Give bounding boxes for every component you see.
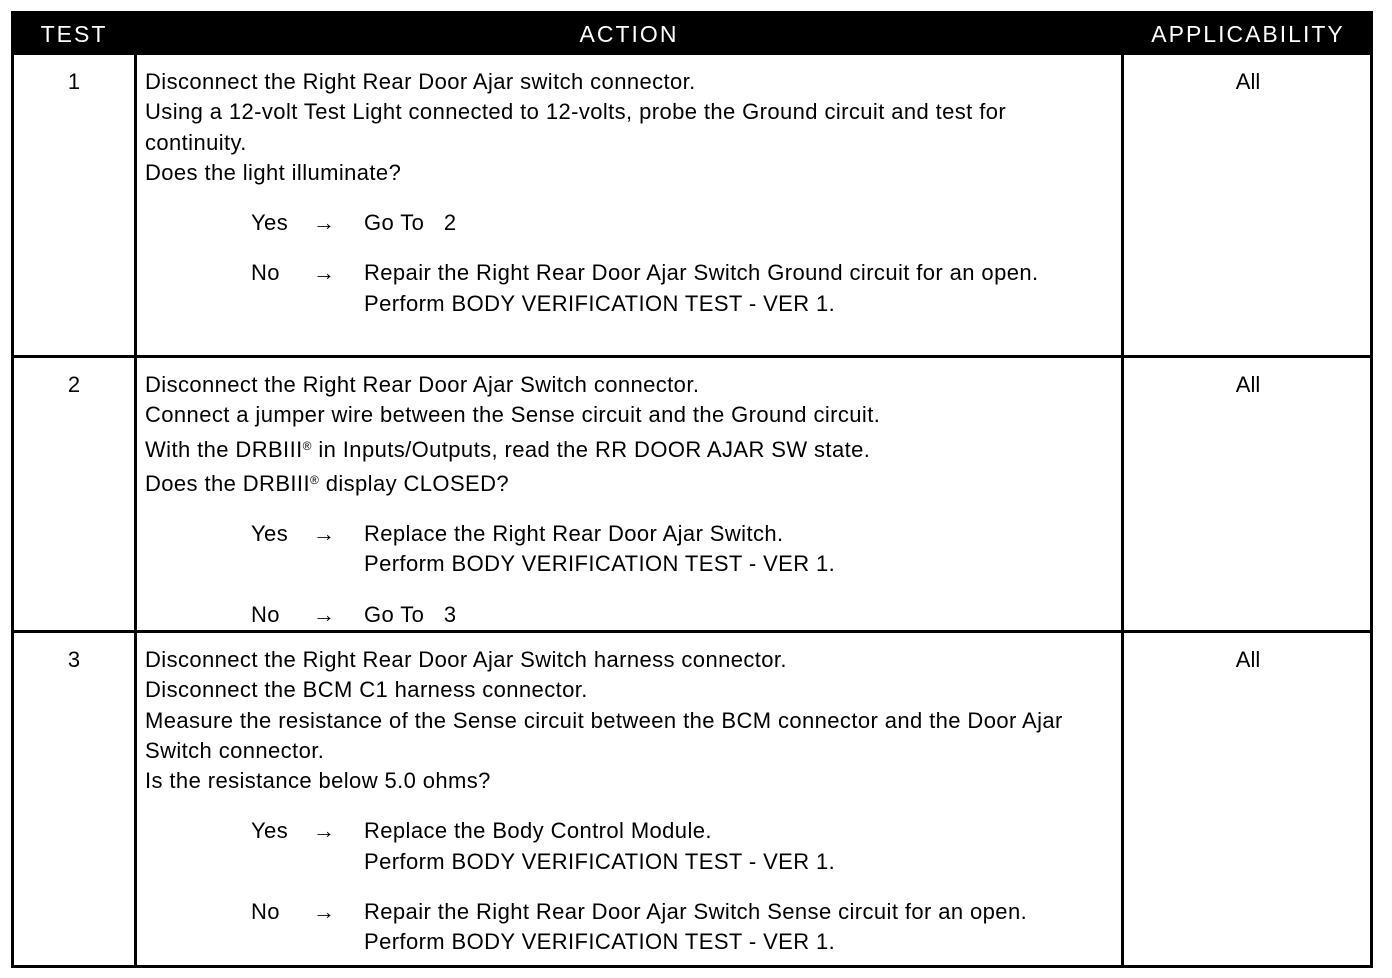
action-line: Connect a jumper wire between the Sense circuit and the Ground circuit.: [145, 402, 881, 428]
yes-label: Yes: [251, 210, 289, 236]
right-arrow-icon: →: [313, 899, 336, 925]
right-arrow-icon: →: [313, 260, 336, 286]
action-line: Disconnect the BCM C1 harness connector.: [145, 677, 588, 703]
header-test: TEST: [40, 21, 108, 47]
no-label: No: [251, 260, 280, 286]
yes-label: Yes: [251, 521, 289, 547]
test-number: 2: [67, 372, 81, 397]
action-cell: [145, 67, 1113, 319]
no-branch: [145, 897, 1113, 958]
action-line: Does the DRBIII® display CLOSED?: [145, 470, 510, 496]
action-line: Disconnect the Right Rear Door Ajar Switch connector.: [145, 372, 700, 397]
yes-text: Replace the Right Rear Door Ajar Switch.: [364, 521, 784, 547]
right-arrow-icon: →: [313, 521, 336, 547]
registered-mark: ®: [309, 472, 320, 487]
action-line: Is the resistance below 5.0 ohms?: [145, 768, 491, 794]
yes-text: Replace the Body Control Module.: [364, 818, 712, 844]
action-cell: [145, 370, 1113, 630]
yes-branch: [145, 519, 1113, 580]
right-arrow-icon: →: [313, 601, 336, 627]
yes-text: Perform BODY VERIFICATION TEST - VER 1.: [364, 551, 836, 577]
applicability-cell: All: [1235, 647, 1261, 672]
right-arrow-icon: →: [313, 210, 336, 236]
table-header: [14, 14, 1370, 55]
no-branch: [145, 600, 1113, 630]
header-action: ACTION: [579, 21, 679, 47]
no-text: Perform BODY VERIFICATION TEST - VER 1.: [364, 290, 836, 316]
applicability-cell: All: [1235, 69, 1261, 94]
yes-text: Perform BODY VERIFICATION TEST - VER 1.: [364, 848, 836, 874]
yes-label: Yes: [251, 818, 289, 844]
action-line: Does the light illuminate?: [145, 159, 402, 185]
header-applicability: APPLICABILITY: [1151, 21, 1345, 47]
no-text: Repair the Right Rear Door Ajar Switch Sense circuit for an open.: [364, 899, 1028, 925]
right-arrow-icon: →: [313, 818, 336, 844]
applicability-cell: All: [1235, 372, 1261, 397]
no-text: Go To 3: [364, 601, 457, 627]
diagnostic-table: [11, 11, 1373, 968]
registered-mark: ®: [302, 438, 312, 453]
action-line: Disconnect the Right Rear Door Ajar Switch harness connector.: [145, 647, 787, 672]
no-label: No: [251, 899, 280, 925]
table-row: [14, 633, 1370, 968]
table-row: [14, 55, 1370, 356]
no-branch: [145, 258, 1113, 319]
table-row: [14, 358, 1370, 630]
action-line: With the DRBIII® in Inputs/Outputs, read the RR DOOR AJAR SW state.: [145, 436, 871, 462]
no-text: Repair the Right Rear Door Ajar Switch Ground circuit for an open.: [364, 260, 1039, 286]
action-line: Disconnect the Right Rear Door Ajar switch connector.: [145, 69, 696, 94]
test-number: 1: [67, 69, 81, 94]
no-text: Perform BODY VERIFICATION TEST - VER 1.: [364, 929, 836, 955]
yes-text: Go To 2: [364, 210, 457, 236]
test-number: 3: [67, 647, 81, 672]
action-line: Using a 12-volt Test Light connected to 12-volts, probe the Ground circuit and test for continuity.: [145, 99, 1007, 155]
action-line: Measure the resistance of the Sense circuit between the BCM connector and the Door Ajar Switch connector.: [145, 707, 1063, 763]
no-label: No: [251, 601, 280, 627]
yes-branch: [145, 208, 1113, 238]
action-cell: [145, 645, 1113, 958]
yes-branch: [145, 816, 1113, 877]
